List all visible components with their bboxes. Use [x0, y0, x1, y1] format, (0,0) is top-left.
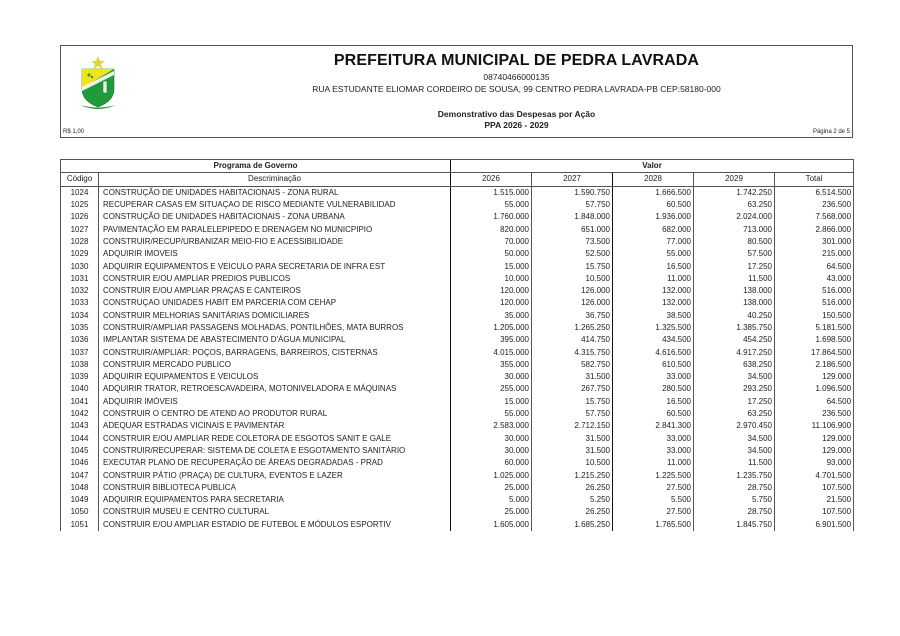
cell-2029: 638.250: [694, 359, 775, 371]
cell-total: 43.000: [775, 273, 854, 285]
col-2029-header: 2029: [694, 173, 775, 186]
cell-total: 4.701.500: [775, 469, 854, 481]
cell-description: CONSTRUIR BIBLIOTECA PUBLICA: [99, 482, 451, 494]
col-total-header: Total: [775, 173, 854, 186]
cell-2026: 25.000: [451, 506, 532, 518]
cell-2028: 682.000: [613, 223, 694, 235]
cell-2028: 60.500: [613, 408, 694, 420]
cell-2028: 280.500: [613, 383, 694, 395]
table-row: [61, 506, 854, 518]
cell-2027: 414.750: [532, 334, 613, 346]
cell-2026: 60.000: [451, 457, 532, 469]
cell-description: ADQUIRIR IMOVEIS: [99, 248, 451, 260]
table-row: [61, 445, 854, 457]
cell-2026: 30.000: [451, 371, 532, 383]
cell-code: 1031: [61, 273, 99, 285]
cell-2028: 16.500: [613, 260, 694, 272]
table-row: [61, 482, 854, 494]
cell-2027: 10.500: [532, 457, 613, 469]
cell-2027: 4.315.750: [532, 346, 613, 358]
cell-2027: 36.750: [532, 310, 613, 322]
cell-2026: 1.025.000: [451, 469, 532, 481]
cell-2028: 33.000: [613, 445, 694, 457]
cell-2027: 651.000: [532, 223, 613, 235]
cell-2027: 31.500: [532, 445, 613, 457]
cell-total: 64.500: [775, 396, 854, 408]
table-row: [61, 285, 854, 297]
cell-2029: 454.250: [694, 334, 775, 346]
cell-2029: 34.500: [694, 371, 775, 383]
cell-2026: 15.000: [451, 396, 532, 408]
cell-2029: 11.500: [694, 273, 775, 285]
cell-2029: 713.000: [694, 223, 775, 235]
cell-2028: 4.616.500: [613, 346, 694, 358]
cell-2028: 55.000: [613, 248, 694, 260]
cell-total: 2.186.500: [775, 359, 854, 371]
cell-code: 1036: [61, 334, 99, 346]
cell-2027: 1.265.250: [532, 322, 613, 334]
cell-description: PAVIMENTAÇÃO EM PARALELEPIPEDO E DRENAGEM NO MUNICPIPIO: [99, 223, 451, 235]
cell-2028: 2.841.300: [613, 420, 694, 432]
cell-total: 107.500: [775, 482, 854, 494]
cell-2027: 1.685.250: [532, 519, 613, 531]
cell-2029: 80.500: [694, 236, 775, 248]
table-row: [61, 334, 854, 346]
cell-description: CONSTRUIR E/OU AMPLIAR PRAÇAS E CANTEIROS: [99, 285, 451, 297]
cell-2026: 5.000: [451, 494, 532, 506]
cell-2029: 2.024.000: [694, 211, 775, 223]
cell-2028: 11.000: [613, 273, 694, 285]
table-row: [61, 223, 854, 235]
cell-2026: 4.015.000: [451, 346, 532, 358]
cell-2029: 34.500: [694, 433, 775, 445]
cell-total: 150.500: [775, 310, 854, 322]
table-row: [61, 457, 854, 469]
cell-2027: 57.750: [532, 199, 613, 211]
cell-2029: 1.845.750: [694, 519, 775, 531]
cell-2027: 15.750: [532, 396, 613, 408]
cell-total: 129.000: [775, 445, 854, 457]
table-row: [61, 248, 854, 260]
cell-2028: 60.500: [613, 199, 694, 211]
table-row: [61, 494, 854, 506]
cell-2026: 35.000: [451, 310, 532, 322]
table-row: [61, 420, 854, 432]
cell-code: 1047: [61, 469, 99, 481]
cell-description: ADQUIRIR EQUIPAMENTOS PARA SECRETARIA: [99, 494, 451, 506]
cell-description: ADQUIRIR EQUIPAMENTOS E VEICULO PARA SECRETARIA DE INFRA EST: [99, 260, 451, 272]
cell-2028: 77.000: [613, 236, 694, 248]
cell-description: EXECUTAR PLANO DE RECUPERAÇÃO DE ÁREAS DEGRADADAS - PRAD: [99, 457, 451, 469]
page-number: Página 2 de 5: [812, 129, 850, 135]
cell-2028: 16.500: [613, 396, 694, 408]
cell-total: 301.000: [775, 236, 854, 248]
cell-2028: 1.765.500: [613, 519, 694, 531]
cell-2029: 63.250: [694, 408, 775, 420]
cell-2027: 26.250: [532, 482, 613, 494]
cell-2027: 1.590.750: [532, 186, 613, 199]
cell-2028: 33.000: [613, 371, 694, 383]
expenses-table: [60, 159, 854, 531]
program-group-header: Programa de Governo: [61, 160, 451, 173]
table-row: [61, 383, 854, 395]
table-row: [61, 469, 854, 481]
cell-2026: 25.000: [451, 482, 532, 494]
cell-total: 236.500: [775, 199, 854, 211]
cell-code: 1034: [61, 310, 99, 322]
cell-2029: 17.250: [694, 396, 775, 408]
municipality-title: PREFEITURA MUNICIPAL DE PEDRA LAVRADA: [333, 52, 700, 69]
cell-description: CONSTRUÇÃO DE UNIDADES HABITACIONAIS - ZONA RURAL: [99, 186, 451, 199]
cell-2027: 31.500: [532, 371, 613, 383]
cell-total: 5.181.500: [775, 322, 854, 334]
cell-2029: 1.385.750: [694, 322, 775, 334]
cell-total: 2.866.000: [775, 223, 854, 235]
cell-description: ADQUIRIR TRATOR, RETROESCAVADEIRA, MOTONIVELADORA E MÁQUINAS: [99, 383, 451, 395]
col-2026-header: 2026: [451, 173, 532, 186]
cell-description: CONSTRUIR/RECUP/URBANIZAR MEIO-FIO E ACESSIBILIDADE: [99, 236, 451, 248]
cell-2028: 27.500: [613, 482, 694, 494]
col-code-header: Código: [61, 173, 99, 186]
col-description-header: Descriminação: [99, 173, 451, 186]
cell-description: CONSTRUIR E/OU AMPLIAR ESTADIO DE FUTEBOL E MÓDULOS ESPORTIV: [99, 519, 451, 531]
cell-2029: 40.250: [694, 310, 775, 322]
cell-code: 1029: [61, 248, 99, 260]
cell-2026: 10.000: [451, 273, 532, 285]
cell-2028: 1.666.500: [613, 186, 694, 199]
cell-2028: 1.936.000: [613, 211, 694, 223]
cell-2029: 63.250: [694, 199, 775, 211]
table-row: [61, 211, 854, 223]
cell-2029: 1.235.750: [694, 469, 775, 481]
cell-2029: 28.750: [694, 482, 775, 494]
cell-code: 1041: [61, 396, 99, 408]
cell-2029: 28.750: [694, 506, 775, 518]
cell-description: CONSTRUIR MUSEU E CENTRO CULTURAL: [99, 506, 451, 518]
cell-total: 21.500: [775, 494, 854, 506]
cell-code: 1026: [61, 211, 99, 223]
cell-2028: 610.500: [613, 359, 694, 371]
cell-2026: 1.515.000: [451, 186, 532, 199]
cell-code: 1045: [61, 445, 99, 457]
cell-2026: 255.000: [451, 383, 532, 395]
col-2028-header: 2028: [613, 173, 694, 186]
cell-2028: 38.500: [613, 310, 694, 322]
cell-2027: 73.500: [532, 236, 613, 248]
cell-description: CONSTRUIR E/OU AMPLIAR REDE COLETORA DE ESGOTOS SANIT E GALE: [99, 433, 451, 445]
cell-total: 11.106.900: [775, 420, 854, 432]
table-row: [61, 371, 854, 383]
cell-code: 1051: [61, 519, 99, 531]
cell-code: 1048: [61, 482, 99, 494]
cell-2027: 126.000: [532, 285, 613, 297]
cell-total: 64.500: [775, 260, 854, 272]
cell-description: CONSTRUIR MERCADO PUBLICO: [99, 359, 451, 371]
cell-2026: 30.000: [451, 445, 532, 457]
cell-total: 93.000: [775, 457, 854, 469]
cell-code: 1044: [61, 433, 99, 445]
cell-2028: 132.000: [613, 297, 694, 309]
cell-2028: 434.500: [613, 334, 694, 346]
cell-2026: 70.000: [451, 236, 532, 248]
table-row: [61, 408, 854, 420]
cell-2026: 55.000: [451, 408, 532, 420]
cell-description: ADQUIRIR IMÓVEIS: [99, 396, 451, 408]
cell-code: 1032: [61, 285, 99, 297]
cell-2027: 126.000: [532, 297, 613, 309]
cell-code: 1046: [61, 457, 99, 469]
cell-description: CONSTRUÇÃO DE UNIDADES HABITACIONAIS - ZONA URBANA: [99, 211, 451, 223]
table-row: [61, 199, 854, 211]
cell-2029: 57.500: [694, 248, 775, 260]
cell-2026: 55.000: [451, 199, 532, 211]
cell-total: 516.000: [775, 297, 854, 309]
currency-unit: R$ 1,00: [63, 129, 85, 135]
cell-2028: 1.325.500: [613, 322, 694, 334]
cell-2028: 27.500: [613, 506, 694, 518]
table-row: [61, 322, 854, 334]
cell-code: 1043: [61, 420, 99, 432]
cell-2026: 120.000: [451, 285, 532, 297]
cell-description: ADQUIRIR EQUIPAMENTOS E VEICULOS: [99, 371, 451, 383]
cell-code: 1025: [61, 199, 99, 211]
cell-2027: 15.750: [532, 260, 613, 272]
cell-total: 1.698.500: [775, 334, 854, 346]
cell-2029: 138.000: [694, 285, 775, 297]
cell-2028: 1.225.500: [613, 469, 694, 481]
table-row: [61, 260, 854, 272]
cell-2027: 31.500: [532, 433, 613, 445]
cell-description: CONSTRUIR E/OU AMPLIAR PREDIOS PUBLICOS: [99, 273, 451, 285]
cell-2027: 10.500: [532, 273, 613, 285]
cell-code: 1037: [61, 346, 99, 358]
cell-2026: 1.605.000: [451, 519, 532, 531]
cell-2029: 1.742.250: [694, 186, 775, 199]
cell-code: 1050: [61, 506, 99, 518]
cell-2027: 582.750: [532, 359, 613, 371]
cell-2028: 11.000: [613, 457, 694, 469]
cell-total: 236.500: [775, 408, 854, 420]
table-row: [61, 359, 854, 371]
cell-2027: 57.750: [532, 408, 613, 420]
group-header-row: [61, 160, 854, 173]
cell-total: 107.500: [775, 506, 854, 518]
cell-2026: 50.000: [451, 248, 532, 260]
col-2027-header: 2027: [532, 173, 613, 186]
cell-2026: 820.000: [451, 223, 532, 235]
cell-total: 516.000: [775, 285, 854, 297]
cell-description: CONSTRUÇAO UNIDADES HABIT EM PARCERIA COM CEHAP: [99, 297, 451, 309]
table-row: [61, 186, 854, 199]
cell-2026: 1.760.000: [451, 211, 532, 223]
cell-2029: 138.000: [694, 297, 775, 309]
cell-description: CONSTRUIR MELHORIAS SANITÁRIAS DOMICILIARES: [99, 310, 451, 322]
table-row: [61, 396, 854, 408]
cell-total: 129.000: [775, 371, 854, 383]
cell-code: 1049: [61, 494, 99, 506]
cell-total: 7.568.000: [775, 211, 854, 223]
cell-description: RECUPERAR CASAS EM SITUAÇAO DE RISCO MEDIANTE VULNERABILIDAD: [99, 199, 451, 211]
cell-code: 1027: [61, 223, 99, 235]
cell-2029: 293.250: [694, 383, 775, 395]
cell-2026: 395.000: [451, 334, 532, 346]
cell-description: CONSTRUIR/RECUPERAR: SISTEMA DE COLETA E ESGOTAMENTO SANITÁRIO: [99, 445, 451, 457]
cell-2026: 2.583.000: [451, 420, 532, 432]
column-header-row: [61, 173, 854, 186]
cell-2027: 52.500: [532, 248, 613, 260]
table-row: [61, 519, 854, 531]
cell-description: CONSTRUIR/AMPLIAR PASSAGENS MOLHADAS, PONTILHÕES, MATA BURROS: [99, 322, 451, 334]
cell-code: 1024: [61, 186, 99, 199]
cell-code: 1033: [61, 297, 99, 309]
cell-2029: 5.750: [694, 494, 775, 506]
cell-2028: 33.000: [613, 433, 694, 445]
cell-2026: 30.000: [451, 433, 532, 445]
cell-2026: 120.000: [451, 297, 532, 309]
cell-2026: 1.205.000: [451, 322, 532, 334]
report-period: PPA 2026 - 2029: [484, 120, 549, 130]
cell-2029: 4.917.250: [694, 346, 775, 358]
cell-description: CONSTRUIR O CENTRO DE ATEND AO PRODUTOR RURAL: [99, 408, 451, 420]
cell-2027: 267.750: [532, 383, 613, 395]
cnpj: 08740466000135: [483, 72, 550, 82]
cell-2027: 1.848.000: [532, 211, 613, 223]
cell-description: ADEQUAR ESTRADAS VICINAIS E PAVIMENTAR: [99, 420, 451, 432]
cell-2029: 11.500: [694, 457, 775, 469]
cell-2026: 15.000: [451, 260, 532, 272]
cell-2029: 2.970.450: [694, 420, 775, 432]
cell-total: 6.901.500: [775, 519, 854, 531]
report-header: [60, 45, 853, 138]
cell-code: 1030: [61, 260, 99, 272]
cell-code: 1042: [61, 408, 99, 420]
cell-2029: 17.250: [694, 260, 775, 272]
cell-total: 17.864.500: [775, 346, 854, 358]
cell-2029: 34.500: [694, 445, 775, 457]
cell-description: CONSTRUIR PÁTIO (PRAÇA) DE CULTURA, EVENTOS E LAZER: [99, 469, 451, 481]
cell-description: IMPLANTAR SISTEMA DE ABASTECIMENTO D'ÁGUA MUNICIPAL: [99, 334, 451, 346]
table-row: [61, 433, 854, 445]
table-row: [61, 273, 854, 285]
cell-code: 1039: [61, 371, 99, 383]
table-row: [61, 310, 854, 322]
table-row: [61, 236, 854, 248]
cell-code: 1040: [61, 383, 99, 395]
cell-2027: 2.712.150: [532, 420, 613, 432]
address: RUA ESTUDANTE ELIOMAR CORDEIRO DE SOUSA, 99 CENTRO PEDRA LAVRADA-PB CEP:58180-000: [312, 84, 721, 94]
cell-total: 129.000: [775, 433, 854, 445]
cell-2027: 26.250: [532, 506, 613, 518]
cell-2026: 355.000: [451, 359, 532, 371]
cell-2028: 5.500: [613, 494, 694, 506]
cell-total: 215.000: [775, 248, 854, 260]
cell-2027: 1.215.250: [532, 469, 613, 481]
cell-code: 1028: [61, 236, 99, 248]
cell-total: 6.514.500: [775, 186, 854, 199]
cell-total: 1.096.500: [775, 383, 854, 395]
table-row: [61, 346, 854, 358]
cell-2028: 132.000: [613, 285, 694, 297]
cell-code: 1038: [61, 359, 99, 371]
report-title: Demonstrativo das Despesas por Ação: [437, 109, 596, 119]
cell-2027: 5.250: [532, 494, 613, 506]
value-group-header: Valor: [451, 160, 854, 173]
table-row: [61, 297, 854, 309]
cell-code: 1035: [61, 322, 99, 334]
cell-description: CONSTRUIR/AMPLIAR: POÇOS, BARRAGENS, BARREIROS, CISTERNAS: [99, 346, 451, 358]
